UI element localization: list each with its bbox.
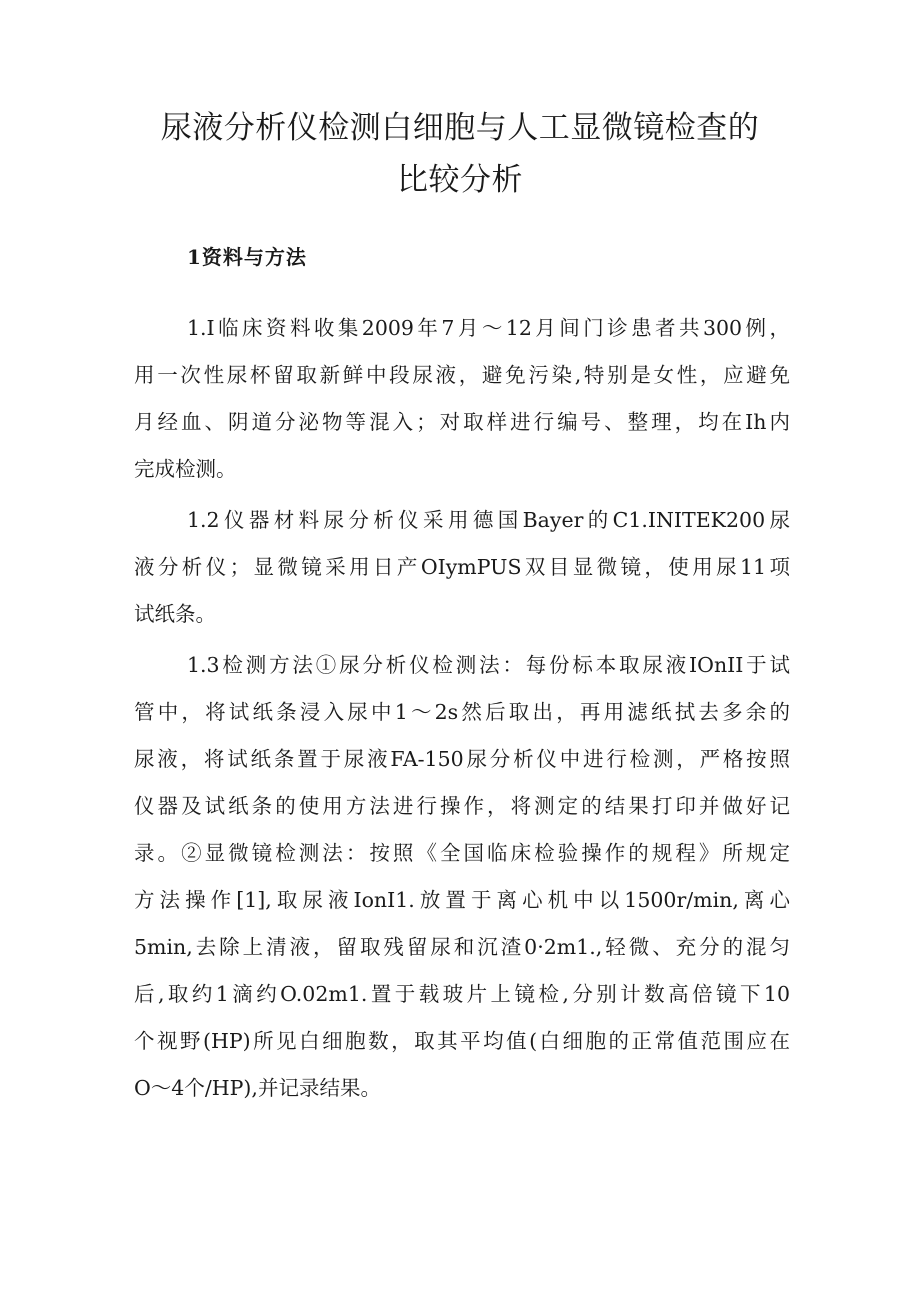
text-line: 用一次性尿杯留取新鲜中段尿液，避免污染,特别是女性，应避免 bbox=[134, 363, 790, 387]
title-line: 比较分析 bbox=[397, 162, 523, 198]
text-line: 5min,去除上清液，留取残留尿和沉渣0·2m1.,轻微、充分的混匀 bbox=[134, 935, 790, 959]
text-line: 仪器及试纸条的使用方法进行操作，将测定的结果打印并做好记 bbox=[134, 794, 790, 818]
title-line: 尿液分析仪检测白细胞与人工显微镜检查的 bbox=[160, 110, 760, 146]
text-line: 录。②显微镜检测法：按照《全国临床检验操作的规程》所规定 bbox=[134, 841, 790, 865]
text-line: 尿液，将试纸条置于尿液FA-150尿分析仪中进行检测，严格按照 bbox=[134, 747, 790, 771]
text-line: 完成检测。 bbox=[134, 457, 237, 481]
text-line: O～4个/HP),并记录结果。 bbox=[134, 1076, 381, 1100]
section-heading: 1资料与方法 bbox=[187, 245, 307, 269]
text-line: 管中，将试纸条浸入尿中1～2s然后取出，再用滤纸拭去多余的 bbox=[134, 700, 790, 724]
document-title bbox=[120, 102, 800, 206]
text-line: 方法操作[1],取尿液IonI1.放置于离心机中以1500r∕min,离心 bbox=[134, 888, 790, 912]
paragraph-methods bbox=[134, 642, 790, 1112]
text-line: 月经血、阴道分泌物等混入；对取样进行编号、整理，均在Ih内 bbox=[134, 410, 790, 434]
text-line: 1.3检测方法①尿分析仪检测法：每份标本取尿液IOnII于试 bbox=[187, 653, 790, 677]
text-line: 后,取约1滴约O.02m1.置于载玻片上镜检,分别计数高倍镜下10 bbox=[134, 982, 790, 1006]
text-line: 个视野(HP)所见白细胞数，取其平均值(白细胞的正常值范围应在 bbox=[134, 1029, 790, 1053]
text-line: 1.2仪器材料尿分析仪采用德国Bayer的C1.INITEK200尿 bbox=[187, 508, 790, 532]
text-line: 1.I临床资料收集2009年7月～12月间门诊患者共300例， bbox=[187, 316, 790, 340]
text-line: 试纸条。 bbox=[134, 602, 216, 626]
text-line: 液分析仪；显微镜采用日产OIymPUS双目显微镜，使用尿11项 bbox=[134, 555, 790, 579]
paragraph-clinical-data bbox=[134, 305, 790, 493]
paragraph-instruments bbox=[134, 497, 790, 638]
